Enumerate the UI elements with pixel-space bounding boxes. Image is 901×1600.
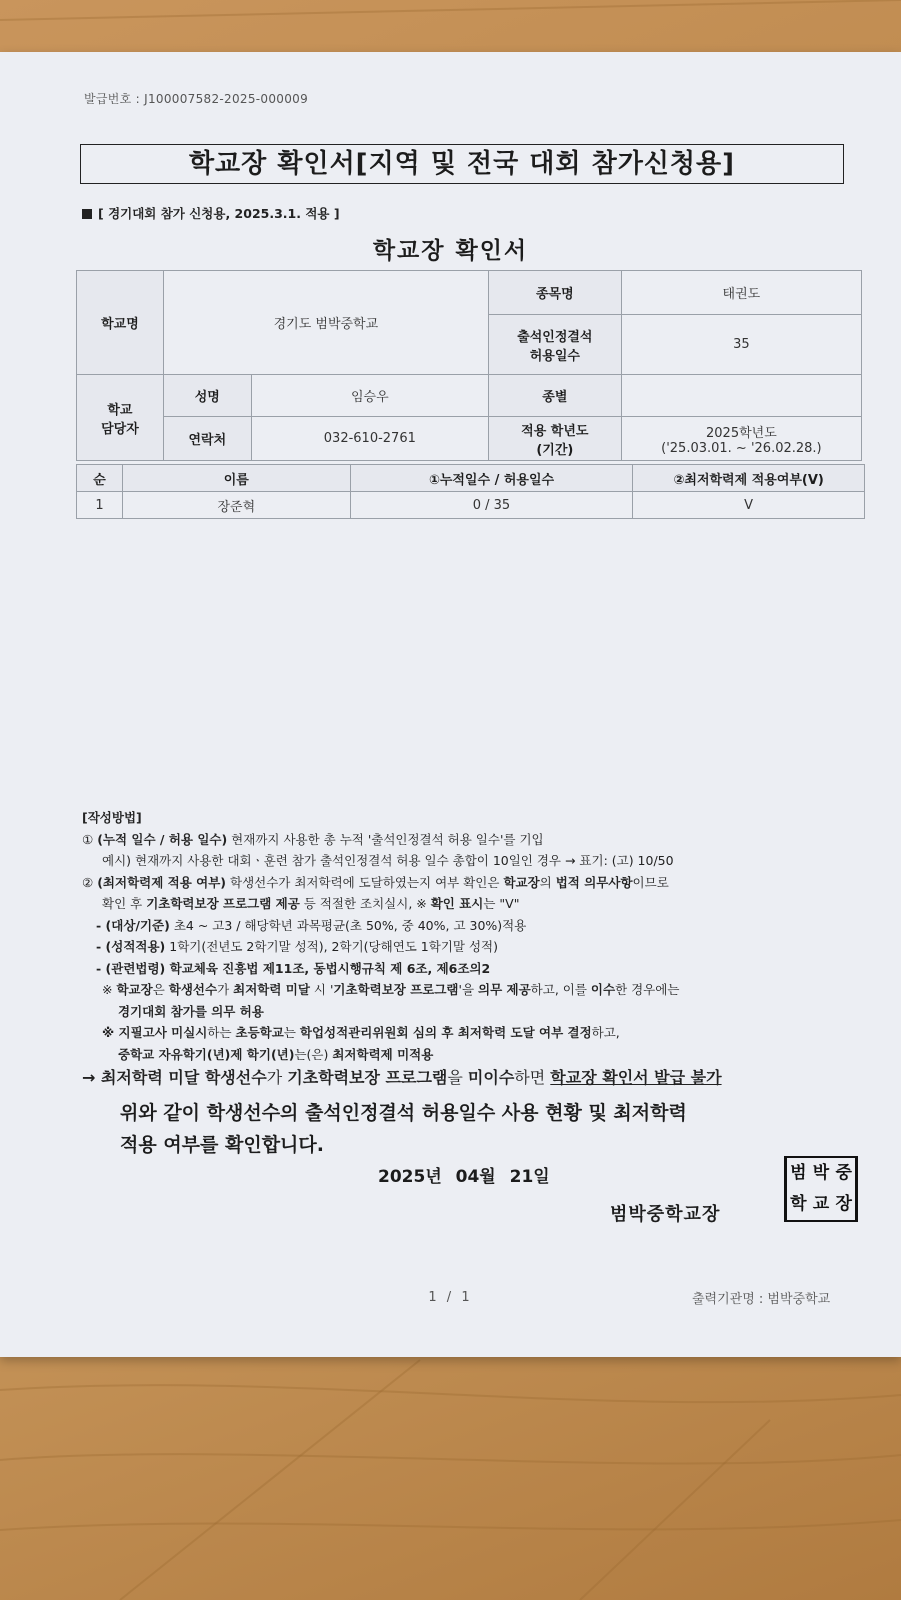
detail-grades — [82, 936, 872, 958]
manager-label — [77, 375, 164, 461]
school-value: 경기도 범박중학교 — [163, 271, 488, 375]
final-warning — [82, 1067, 872, 1089]
remark-2-a: ※ 지필고사 미실시 — [102, 1025, 208, 1040]
remark-1-l: 이수 — [590, 982, 616, 997]
remark-1-g: 시 ' — [309, 982, 334, 997]
student-table — [76, 464, 865, 519]
seal-char: 학 — [790, 1194, 807, 1214]
note-1-num: ① — [82, 831, 94, 847]
allow-days-value: 35 — [621, 315, 861, 375]
detail-law — [82, 958, 872, 980]
writing-instructions — [82, 807, 872, 1089]
name-value: 임승우 — [251, 375, 488, 417]
sport-value: 태권도 — [621, 271, 861, 315]
year-value-line2: ('25.03.01. ~ '26.02.28.) — [661, 440, 822, 456]
contact-value: 032-610-2761 — [251, 417, 488, 461]
subheading-text: [ 경기대회 참가 신청용, 2025.3.1. 적용 ] — [98, 206, 340, 221]
subheading — [82, 204, 340, 222]
remark-2-d: 는 — [283, 1025, 300, 1040]
note-1-example: 예시) 현재까지 사용한 대회ㆍ훈련 참가 출석인정결석 허용 일수 총합이 10일인 경우 → 표기: (고) 10/50 — [102, 853, 674, 868]
col-header-applied: ②최저학력제 적용여부(V) — [633, 465, 865, 492]
manager-label-line1: 학교 — [107, 402, 133, 418]
school-label: 학교명 — [77, 271, 164, 375]
year-value-line1: 2025학년도 — [706, 425, 777, 441]
detail-target-bold: - (대상/기준) — [96, 917, 170, 933]
document-title: 학교장 확인서[지역 및 전국 대회 참가신청용] — [80, 144, 844, 184]
printed-by: 출력기관명 : 범박중학교 — [692, 1292, 831, 1307]
remark-1-i: '을 — [458, 982, 479, 997]
detail-law-bold: - (관련법령) 학교체육 진흥법 제11조, 동법시행규칙 제 6조, 제6조의2 — [96, 960, 491, 976]
event-label: 종별 — [488, 375, 621, 417]
row-name: 장준혁 — [122, 492, 350, 519]
year-value — [621, 417, 861, 461]
year-label — [488, 417, 621, 461]
year-label-line2: (기간) — [536, 442, 574, 458]
page-number: 1 / 1 — [428, 1290, 473, 1305]
remark-2-line2-a: 중학교 자유학기(년)제 학기(년) — [118, 1046, 295, 1062]
year-label-line1: 적용 학년도 — [521, 423, 589, 439]
detail-target — [82, 915, 872, 937]
manager-label-line2: 담당자 — [101, 421, 139, 437]
remark-1-c: 은 — [152, 982, 169, 997]
note-2-bold-d: 법적 의무사항 — [555, 874, 633, 890]
allow-days-label-line1: 출석인정결석 — [517, 329, 593, 345]
note-2-text-c: 의 — [539, 874, 556, 890]
remark-1-d: 학생선수 — [168, 982, 218, 997]
contact-label: 연락처 — [163, 417, 251, 461]
remark-2-e: 학업성적관리위원회 심의 후 최저학력 도달 여부 결정 — [299, 1025, 592, 1040]
seal-grid — [786, 1157, 856, 1221]
name-label: 성명 — [163, 375, 251, 417]
note-2-bold-b: 학교장 — [503, 874, 540, 890]
final-f: 하면 — [514, 1068, 551, 1087]
remark-2-c: 초등학교 — [235, 1025, 284, 1040]
note-2-bold: (최저학력제 적용 여부) — [97, 874, 227, 890]
note-2-line2-a: 확인 후 — [102, 896, 147, 911]
remark-1-j: 의무 제공 — [478, 982, 531, 997]
note-2-line2-bold2: 확인 표시 — [430, 896, 484, 911]
remark-1-e: 가 — [217, 982, 234, 997]
note-2-num: ② — [82, 874, 94, 890]
final-b: 가 — [266, 1068, 288, 1087]
document-page — [0, 52, 901, 1357]
info-table — [76, 270, 862, 461]
remark-1-a: ※ — [102, 982, 117, 997]
confirmation-statement — [120, 1097, 820, 1161]
remark-2 — [82, 1022, 872, 1044]
remark-1 — [82, 979, 872, 1001]
issue-date: 2025년 04월 21일 — [378, 1167, 550, 1187]
col-header-days: ①누적일수 / 허용일수 — [350, 465, 633, 492]
note-2-line2-b: 등 적절한 조치실시, ※ — [299, 896, 431, 911]
main-title: 학교장 확인서 — [372, 238, 529, 264]
detail-grades-text: 1학기(전년도 2학기말 성적), 2학기(당해연도 1학기말 성적) — [165, 939, 498, 954]
seal-char: 장 — [835, 1194, 852, 1214]
table-row — [77, 492, 865, 519]
remark-2-line2-c: 최저학력제 미적용 — [332, 1046, 434, 1062]
final-g: 학교장 확인서 발급 불가 — [550, 1068, 722, 1087]
remark-1-line2-text: 경기대회 참가를 의무 허용 — [118, 1003, 264, 1019]
col-header-name: 이름 — [122, 465, 350, 492]
note-2-line2 — [82, 893, 872, 915]
seal-char: 범 — [790, 1163, 807, 1183]
row-applied: V — [633, 492, 865, 519]
note-2-text-a: 학생선수가 최저학력에 도달하였는지 여부 확인은 — [226, 874, 504, 890]
seal-char: 교 — [812, 1194, 830, 1214]
notes-heading: [작성방법] — [82, 810, 142, 825]
issue-number: 발급번호 : J100007582-2025-000009 — [84, 92, 308, 106]
row-days: 0 / 35 — [350, 492, 633, 519]
final-a: → 최저학력 미달 학생선수 — [82, 1068, 267, 1087]
remark-1-h: 기초학력보장 프로그램 — [333, 982, 459, 997]
allow-days-label-line2: 허용일수 — [529, 348, 580, 364]
col-header-no: 순 — [77, 465, 123, 492]
row-no: 1 — [77, 492, 123, 519]
final-c: 기초학력보장 프로그램 — [287, 1068, 448, 1087]
confirmation-line1: 위와 같이 학생선수의 출석인정결석 허용일수 사용 현황 및 최저학력 — [120, 1102, 687, 1124]
remark-1-b: 학교장 — [116, 982, 153, 997]
note-2-line2-c: 는 "V" — [483, 896, 520, 911]
square-bullet-icon — [82, 209, 92, 219]
note-2-line2-bold: 기초학력보장 프로그램 제공 — [146, 896, 300, 911]
remark-1-m: 한 경우에는 — [615, 982, 680, 997]
remark-1-k: 하고, 이를 — [530, 982, 591, 997]
detail-grades-bold: - (성적적용) — [96, 939, 166, 954]
final-e: 미이수 — [467, 1068, 515, 1087]
note-1-text: 현재까지 사용한 총 누적 '출석인정결석 허용 일수'를 기입 — [227, 831, 544, 847]
note-2 — [82, 872, 872, 894]
sport-label: 종목명 — [488, 271, 621, 315]
note-1-bold: (누적 일수 / 허용 일수) — [97, 831, 228, 847]
seal-char: 박 — [812, 1163, 830, 1183]
allow-days-label — [488, 315, 621, 375]
remark-2-line2 — [82, 1044, 872, 1066]
seal-char: 중 — [835, 1163, 852, 1183]
official-seal — [784, 1156, 858, 1222]
remark-1-line2 — [82, 1001, 872, 1023]
detail-target-text: 초4 ~ 고3 / 해당학년 과목평균(초 50%, 중 40%, 고 30%)적용 — [169, 917, 527, 933]
remark-2-f: 하고, — [591, 1025, 620, 1040]
event-value — [621, 375, 861, 417]
note-1 — [82, 829, 872, 851]
note-2-text-e: 이므로 — [632, 874, 669, 890]
remark-2-line2-b: 는(은) — [294, 1046, 333, 1062]
principal-name: 범박중학교장 — [610, 1204, 721, 1225]
confirmation-line2: 적용 여부를 확인합니다. — [120, 1134, 324, 1156]
remark-1-f: 최저학력 미달 — [233, 982, 310, 997]
final-d: 을 — [447, 1068, 468, 1087]
remark-2-b: 하는 — [207, 1025, 236, 1040]
